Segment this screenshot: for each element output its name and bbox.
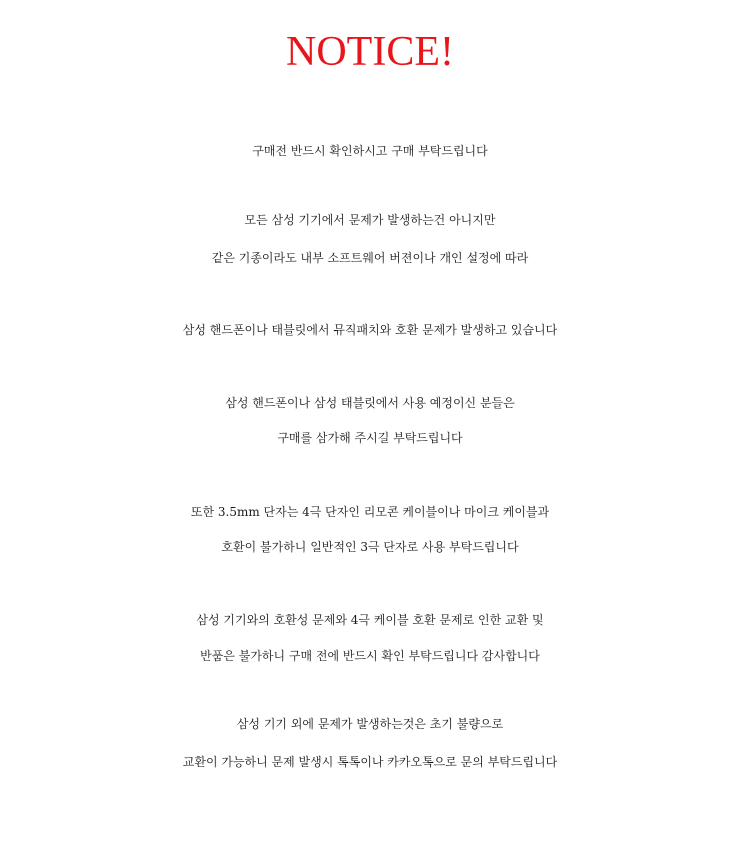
paragraph-7-line-2: 교환이 가능하니 문제 발생시 톡톡이나 카카오톡으로 문의 부탁드립니다 bbox=[182, 755, 558, 769]
paragraph-4-line-1: 삼성 핸드폰이나 삼성 태블릿에서 사용 예정이신 분들은 bbox=[225, 396, 515, 410]
paragraph-3-line-1: 삼성 핸드폰이나 태블릿에서 뮤직패치와 호환 문제가 발생하고 있습니다 bbox=[182, 323, 558, 337]
paragraph-5-line-2: 호환이 불가하니 일반적인 3극 단자로 사용 부탁드립니다 bbox=[221, 540, 519, 554]
paragraph-7-line-1: 삼성 기기 외에 문제가 발생하는것은 초기 불량으로 bbox=[236, 717, 504, 731]
paragraph-1-line-1: 구매전 반드시 확인하시고 구매 부탁드립니다 bbox=[252, 144, 488, 158]
notice-title: NOTICE! bbox=[286, 29, 454, 75]
paragraph-2-line-2: 같은 기종이라도 내부 소프트웨어 버젼이나 개인 설정에 따라 bbox=[211, 251, 529, 265]
paragraph-6-line-2: 반품은 불가하니 구매 전에 반드시 확인 부탁드립니다 감사합니다 bbox=[200, 649, 540, 663]
paragraph-6-line-1: 삼성 기기와의 호환성 문제와 4극 케이블 호환 문제로 인한 교환 및 bbox=[196, 613, 544, 627]
paragraph-5-line-1: 또한 3.5mm 단자는 4극 단자인 리모콘 케이블이나 마이크 케이블과 bbox=[190, 505, 550, 519]
paragraph-4-line-2: 구매를 삼가해 주시길 부탁드립니다 bbox=[277, 431, 463, 445]
paragraph-2-line-1: 모든 삼성 기기에서 문제가 발생하는건 아니지만 bbox=[244, 213, 496, 227]
